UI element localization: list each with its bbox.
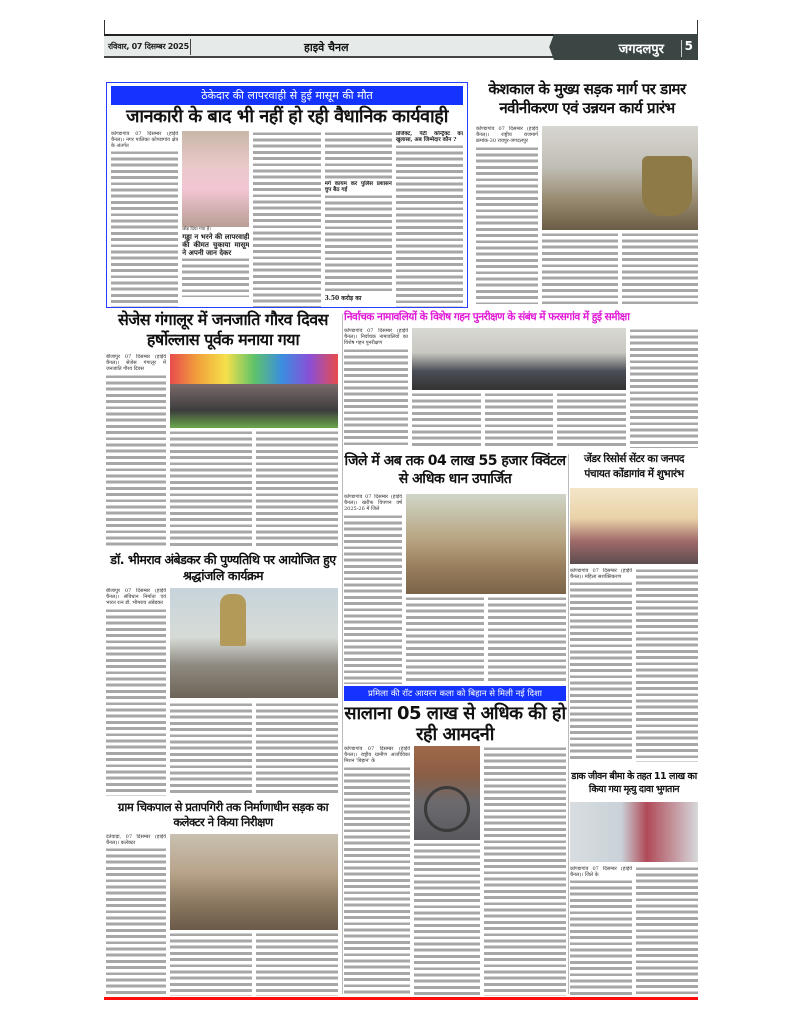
city-name: जगदलपुर xyxy=(618,42,664,57)
lead-columns xyxy=(107,131,467,307)
gender-column-2 xyxy=(636,568,698,762)
issue-date: रविवार, 07 दिसम्बर 2025 xyxy=(108,42,189,51)
lead-dateline: कोण्डागांव 07 दिसम्बर (हाईवे चैनल)। नगर पालिका कोण्डागांव क्षेत्र के अंतर्गत xyxy=(111,130,179,150)
child-photo xyxy=(182,131,249,227)
lead-headline: जानकारी के बाद भी नहीं हो रही वैधानिक कार्यवाही xyxy=(126,106,448,127)
keshkal-headline: केशकाल के मुख्य सड़क मार्ग पर डामर नवीनीकरण एवं उन्नयन कार्य प्रारंभ xyxy=(488,80,686,117)
gender-columns xyxy=(570,568,698,762)
child-photo-caption: छोड़ दिया गया है। xyxy=(182,226,211,232)
dak-column-2 xyxy=(636,866,698,996)
gram-body-text xyxy=(106,847,166,996)
dak-headline: डाक जीवन बीमा के तहत 11 लाख का किया गया मृत्यु दावा भुगतान xyxy=(571,771,697,795)
gram-column-1 xyxy=(106,834,166,996)
keshkal-body-text xyxy=(622,232,698,304)
gender-story xyxy=(570,452,698,762)
lead-story xyxy=(106,82,468,308)
statue-shape xyxy=(220,594,246,646)
ambedkar-dateline: बीजापुर 07 दिसम्बर (हाईवे चैनल)। संविधान निर्माता एवं भारत रत्न डॉ. भीमराव अंबेडकर xyxy=(106,588,166,607)
ambedkar-headline: डॉ. भीमराव अंबेडकर की पुण्यतिथि पर आयोजित हुए श्रद्धांजलि कार्यक्रम xyxy=(110,552,336,583)
gender-centre-photo xyxy=(570,488,698,564)
lead-fragment-end: 3.50 करोड़ का xyxy=(324,294,362,302)
gram-column-3 xyxy=(256,932,338,996)
sejes-headline: सेजेस गंगालूर में जनजाति गौरव दिवस हर्षोल्लास पूर्वक मनाया गया xyxy=(118,310,328,349)
ambedkar-body-text xyxy=(170,702,252,796)
nirvachak-story xyxy=(344,310,698,448)
newspaper-page xyxy=(104,34,698,1004)
gram-body-text xyxy=(256,932,338,996)
pramila-kicker: प्रमिला की रॉट आयरन कला को बिहान से मिली नई दिशा xyxy=(344,686,566,701)
page-number-divider xyxy=(681,40,682,57)
keshkal-story xyxy=(476,80,698,306)
gender-dateline: कोण्डागांव 07 दिसम्बर (हाईवे चैनल)। महिला सशक्तिकरण xyxy=(570,568,632,581)
pramila-column-3 xyxy=(484,746,566,996)
gender-column-1 xyxy=(570,568,632,762)
keshkal-body-text xyxy=(542,232,618,304)
ambedkar-statue-photo xyxy=(170,588,338,698)
ambedkar-column-2 xyxy=(170,702,252,796)
lead-column-2 xyxy=(182,131,249,307)
lead-kicker: ठेकेदार की लापरवाही से हुई मासूम की मौत xyxy=(111,86,463,105)
dak-columns xyxy=(570,866,698,996)
keshkal-dateline: कोण्डागांव 07 दिसम्बर (हाईवे चैनल)। राष्ट्रीय राजमार्ग क्रमांक-30 रायपुर-जगदलपुर xyxy=(476,126,538,145)
sejes-column-2 xyxy=(170,430,252,548)
lead-column-3 xyxy=(253,131,320,307)
review-meeting-photo xyxy=(412,328,626,390)
page-top-border xyxy=(104,20,698,34)
excavator-shape xyxy=(642,156,692,216)
road-inspection-photo xyxy=(170,834,338,930)
gender-body-text xyxy=(570,581,632,762)
masthead xyxy=(104,34,698,58)
lead-body-text xyxy=(325,131,392,181)
ambedkar-columns xyxy=(170,702,338,796)
keshkal-column-3 xyxy=(622,232,698,304)
gender-headline: जेंडर रिसोर्स सेंटर का जनपद पंचायत कोंडागांव में शुभारंभ xyxy=(584,453,684,480)
gram-headline: ग्राम चिकपाल से प्रतापगिरी तक निर्माणाधीन सड़क का कलेक्टर ने किया निरीक्षण xyxy=(117,800,329,829)
sejes-columns xyxy=(170,430,338,548)
gram-dateline: दंतेवाड़ा, 07 दिसम्बर (हाईवे चैनल)। कलेक्टर xyxy=(106,834,166,847)
gender-body-text xyxy=(636,568,698,762)
sejes-column-3 xyxy=(256,430,338,548)
dak-dateline: कोण्डागांव 07 दिसम्बर (हाईवे चैनल)। जिले के xyxy=(570,866,632,879)
paddy-procurement-photo xyxy=(406,494,566,594)
ambedkar-column-1 xyxy=(106,588,166,796)
gram-column-2 xyxy=(170,932,252,996)
keshkal-column-1 xyxy=(476,126,538,304)
ambedkar-column-3 xyxy=(256,702,338,796)
nirvachak-headline: निर्वाचक नामावलियों के विशेष गहन पुनरीक्षण के संबंध में फरसगांव में हुई समीक्षा xyxy=(344,311,630,323)
pramila-dateline: कोण्डागांव 07 दिसम्बर (हाईवे चैनल)। राष्ट्रीय ग्रामीण आजीविका मिशन 'बिहान' के xyxy=(344,746,410,765)
pramila-story xyxy=(344,686,566,996)
nirvachak-body-text xyxy=(557,392,626,448)
lead-body-text xyxy=(325,194,392,294)
masthead-divider xyxy=(190,39,191,55)
keshkal-column-2 xyxy=(542,232,618,304)
group-of-students xyxy=(170,384,338,428)
tribal-pride-day-photo xyxy=(170,354,338,428)
nirvachak-body-text xyxy=(485,392,554,448)
nirvachak-column-3 xyxy=(485,392,554,448)
dhan-body-text xyxy=(488,596,566,684)
road-construction-photo xyxy=(542,126,698,230)
pramila-body-text xyxy=(344,766,410,996)
lead-body-text xyxy=(111,150,178,306)
dhan-headline: जिले में अब तक 04 लाख 55 हजार क्विंटल से अधिक धान उपार्जित xyxy=(344,453,566,487)
nirvachak-body-text xyxy=(344,348,408,448)
dak-body-text xyxy=(570,879,632,996)
pramila-body-text xyxy=(414,842,480,996)
nirvachak-body-text xyxy=(412,392,481,448)
nirvachak-column-5 xyxy=(630,328,698,448)
sejes-body-text xyxy=(256,430,338,548)
lead-column-1 xyxy=(111,131,178,307)
lead-subhead-3: प्रोजेक्ट, पेटी कॉन्ट्रैक्ट का खुलासा, अब जिम्मेदार कौन ? xyxy=(395,130,464,144)
lead-body-text xyxy=(182,257,249,297)
pramila-column-2 xyxy=(414,842,480,996)
lead-subhead-2: मर्ग कायम कर पुलिस प्रशासन चुप बैठ गई xyxy=(324,180,392,194)
dhan-columns xyxy=(406,596,566,684)
nirvachak-columns xyxy=(412,392,626,448)
ambedkar-body-text xyxy=(106,608,166,796)
dhan-column-1 xyxy=(344,494,402,684)
keshkal-columns xyxy=(542,232,698,304)
lead-body-text xyxy=(253,131,320,307)
dhan-body-text xyxy=(344,514,402,684)
nirvachak-body-text xyxy=(630,328,698,448)
paper-name: हाइवे चैनल xyxy=(304,41,349,54)
column-divider xyxy=(568,454,569,994)
dhan-body-text xyxy=(406,596,484,684)
sejes-body-text xyxy=(106,374,166,548)
gram-columns xyxy=(170,932,338,996)
dhan-column-2 xyxy=(406,596,484,684)
sejes-column-1 xyxy=(106,354,166,548)
insurance-claim-photo xyxy=(570,802,698,862)
pramila-headline: सालाना 05 लाख से अधिक की हो रही आमदनी xyxy=(344,703,566,745)
ambedkar-body-text xyxy=(256,702,338,796)
sejes-story xyxy=(106,310,340,548)
bottom-red-rule xyxy=(104,997,698,1000)
lead-column-4 xyxy=(325,131,392,307)
lead-column-5 xyxy=(396,131,463,307)
ambedkar-story xyxy=(106,552,340,796)
gram-body-text xyxy=(170,932,252,996)
dak-column-1 xyxy=(570,866,632,996)
column-divider xyxy=(342,314,343,994)
nirvachak-column-4 xyxy=(557,392,626,448)
nirvachak-column-2 xyxy=(412,392,481,448)
wrought-iron-art-shape xyxy=(424,786,470,832)
dak-body-text xyxy=(636,866,698,996)
dhan-column-3 xyxy=(488,596,566,684)
lead-subhead-1: गड्ढा न भरने की लापरवाही की कीमत चुकाया मासूम ने अपनी जान देकर xyxy=(182,231,250,257)
nirvachak-column-1 xyxy=(344,328,408,448)
dak-story xyxy=(570,770,698,996)
wrought-iron-artist-photo xyxy=(414,746,480,840)
dhan-story xyxy=(344,452,566,684)
page-number: 5 xyxy=(684,39,693,53)
gram-story xyxy=(106,800,340,996)
dhan-dateline: कोण्डागांव 07 दिसम्बर (हाईवे चैनल)। खरीफ विपणन वर्ष 2025-26 में जिले xyxy=(344,494,402,513)
pramila-column-1 xyxy=(344,746,410,996)
keshkal-body-text xyxy=(476,146,538,304)
nirvachak-dateline: कोण्डागांव 07 दिसम्बर (हाईवे चैनल)। निर्वाचक नामावलियों का विशेष गहन पुनरीक्षण xyxy=(344,328,408,347)
sejes-dateline: बीजापुर 07 दिसम्बर (हाईवे चैनल)। सेजेस गंगालूर में जनजाति गौरव दिवस xyxy=(106,354,166,373)
pramila-body-text xyxy=(484,746,566,996)
lead-body-text xyxy=(396,144,463,307)
sejes-body-text xyxy=(170,430,252,548)
